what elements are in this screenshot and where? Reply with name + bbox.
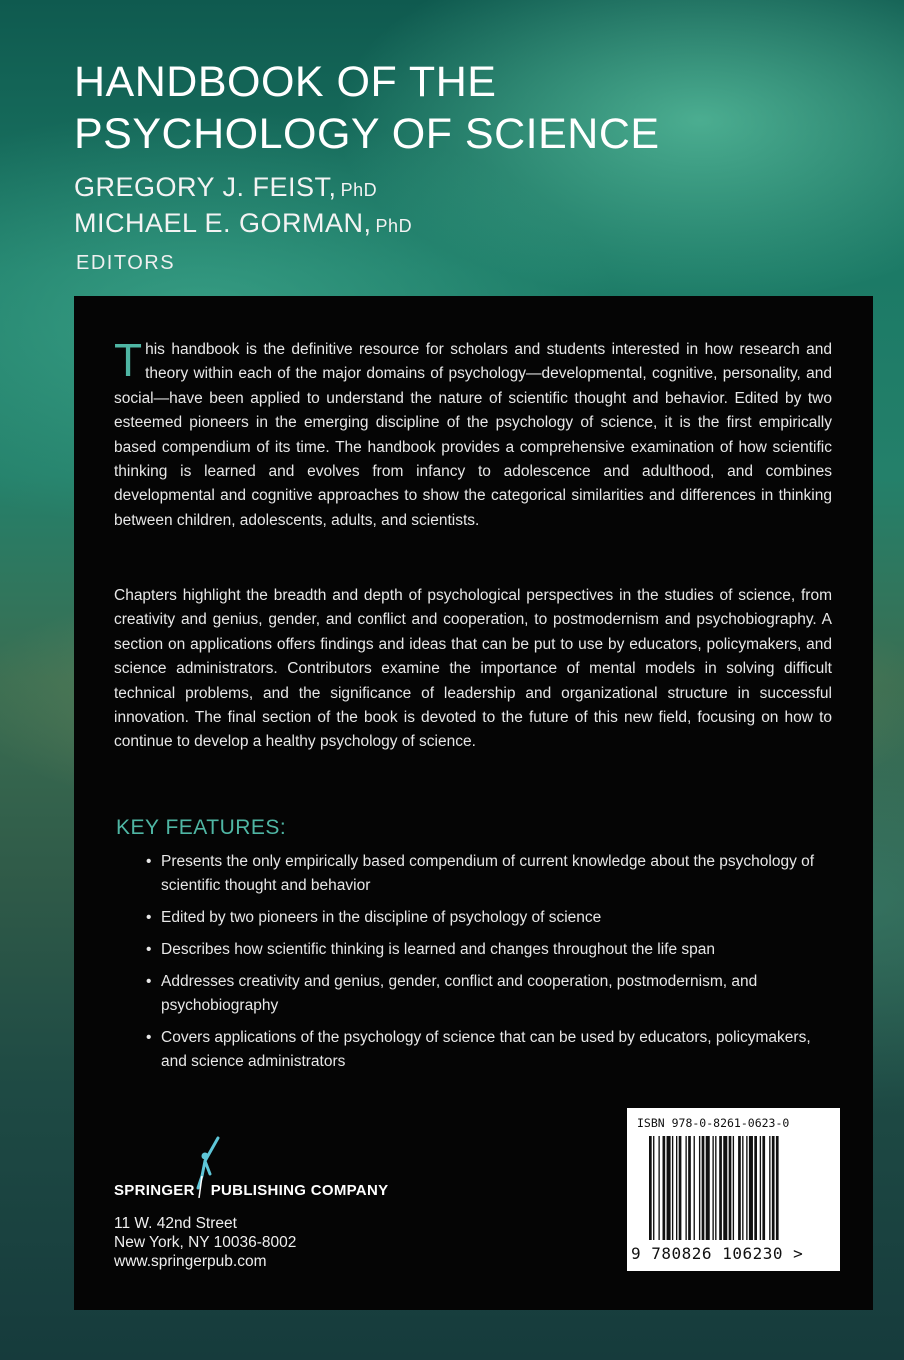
barcode-bar [658, 1136, 659, 1240]
barcode-bar [712, 1136, 713, 1240]
address-line-1: 11 W. 42nd Street [114, 1215, 237, 1232]
editor-2-name: MICHAEL E. GORMAN, [74, 208, 372, 238]
editor-2-degree: PhD [375, 216, 413, 236]
isbn-barcode [627, 1108, 840, 1271]
drop-cap: T [114, 334, 143, 386]
barcode-bar [694, 1136, 695, 1240]
barcode-bar [679, 1136, 682, 1240]
barcode-bar [699, 1136, 700, 1240]
barcode-bar [715, 1136, 716, 1240]
feature-item: • Covers applications of the psychology of science that can be used by educators, policymakers, and science administrators [146, 1026, 826, 1074]
barcode-bar [663, 1136, 666, 1240]
publisher-address [114, 1214, 296, 1271]
barcode-bar [706, 1136, 710, 1240]
bullet-icon: • [146, 853, 152, 870]
book-title: HANDBOOK OF THE PSYCHOLOGY OF SCIENCE [74, 58, 660, 158]
feature-item: • Addresses creativity and genius, gender, conflict and cooperation, postmodernism, and psychobiography [146, 970, 826, 1018]
editor-2 [74, 208, 412, 239]
key-features-heading: KEY FEATURES: [116, 816, 287, 839]
editor-1 [74, 172, 377, 203]
bullet-icon: • [146, 941, 152, 958]
isbn-label: ISBN 978-0-8261-0623-0 [637, 1116, 790, 1130]
bullet-icon: • [146, 973, 152, 990]
barcode-bar [746, 1136, 747, 1240]
barcode-bar [702, 1136, 705, 1240]
barcode-bar [685, 1136, 686, 1240]
barcode-bar [719, 1136, 722, 1240]
editors-label: EDITORS [76, 252, 176, 274]
barcode-digits: 9 780826 106230 > [631, 1244, 804, 1263]
barcode-bar [749, 1136, 753, 1240]
editor-1-degree: PhD [340, 180, 378, 200]
bullet-icon: • [146, 909, 152, 926]
editor-1-name: GREGORY J. FEIST, [74, 172, 337, 202]
barcode-bar [776, 1136, 779, 1240]
description-paragraph-1 [114, 334, 832, 533]
address-line-2: New York, NY 10036-8002 [114, 1234, 297, 1251]
barcode-bar [754, 1136, 757, 1240]
barcode-bar [742, 1136, 743, 1240]
barcode-bar [649, 1136, 652, 1240]
barcode-bar [769, 1136, 770, 1240]
barcode-bar [688, 1136, 691, 1240]
barcode-bar [653, 1136, 654, 1240]
barcode-bar [762, 1136, 765, 1240]
barcode-bar [738, 1136, 741, 1240]
paragraph-1-text: his handbook is the definitive resource for scholars and students interested in how research and theory within each of the major domains of psychology—developmental, cognitive, personality, and social—have been applied to understand the nature of scientific thought and behavior. Edited by two esteemed pioneers in the emerging discipline of the psychology of science, it is the first empirically based compendium of its time. The handbook provides a comprehensive examination of how scientific thinking is learned and evolves from infancy to adolescence and adulthood, and combines developmental and cognitive approaches to show the categorical similarities and differences in thinking between children, adolescents, adults, and scientists. [114, 341, 832, 529]
barcode-bar [729, 1136, 732, 1240]
barcode-bars [649, 1136, 821, 1242]
publisher-name: SPRINGER PUBLISHING COMPANY [114, 1182, 389, 1199]
barcode-bar [667, 1136, 671, 1240]
barcode-bar [772, 1136, 775, 1240]
barcode-bar [723, 1136, 727, 1240]
barcode-bar [733, 1136, 734, 1240]
description-panel [74, 296, 873, 1310]
description-paragraph-2: Chapters highlight the breadth and depth of psychological perspectives in the studies of science, from creativity and genius, gender, and conflict and cooperation, to postmodernism and psychobiography. A section on applications offers findings and ideas that can be put to use by educators, policymakers, and science administrators. Contributors examine the importance of mental models in solving difficult technical problems, and the significance of leadership and organizational structure in successful innovation. The final section of the book is devoted to the future of this new field, focusing on how to continue to develop a healthy psychology of science. [114, 587, 832, 751]
key-features-list [146, 850, 826, 1082]
bullet-icon: • [146, 1029, 152, 1046]
barcode-bar [760, 1136, 761, 1240]
barcode-bar [676, 1136, 677, 1240]
publisher-website: www.springerpub.com [114, 1253, 267, 1270]
feature-item: • Presents the only empirically based compendium of current knowledge about the psychology of scientific thought and behavior [146, 850, 826, 898]
barcode-bar [672, 1136, 673, 1240]
feature-item: • Describes how scientific thinking is learned and changes throughout the life span [146, 938, 826, 962]
feature-item: • Edited by two pioneers in the discipline of psychology of science [146, 906, 826, 930]
